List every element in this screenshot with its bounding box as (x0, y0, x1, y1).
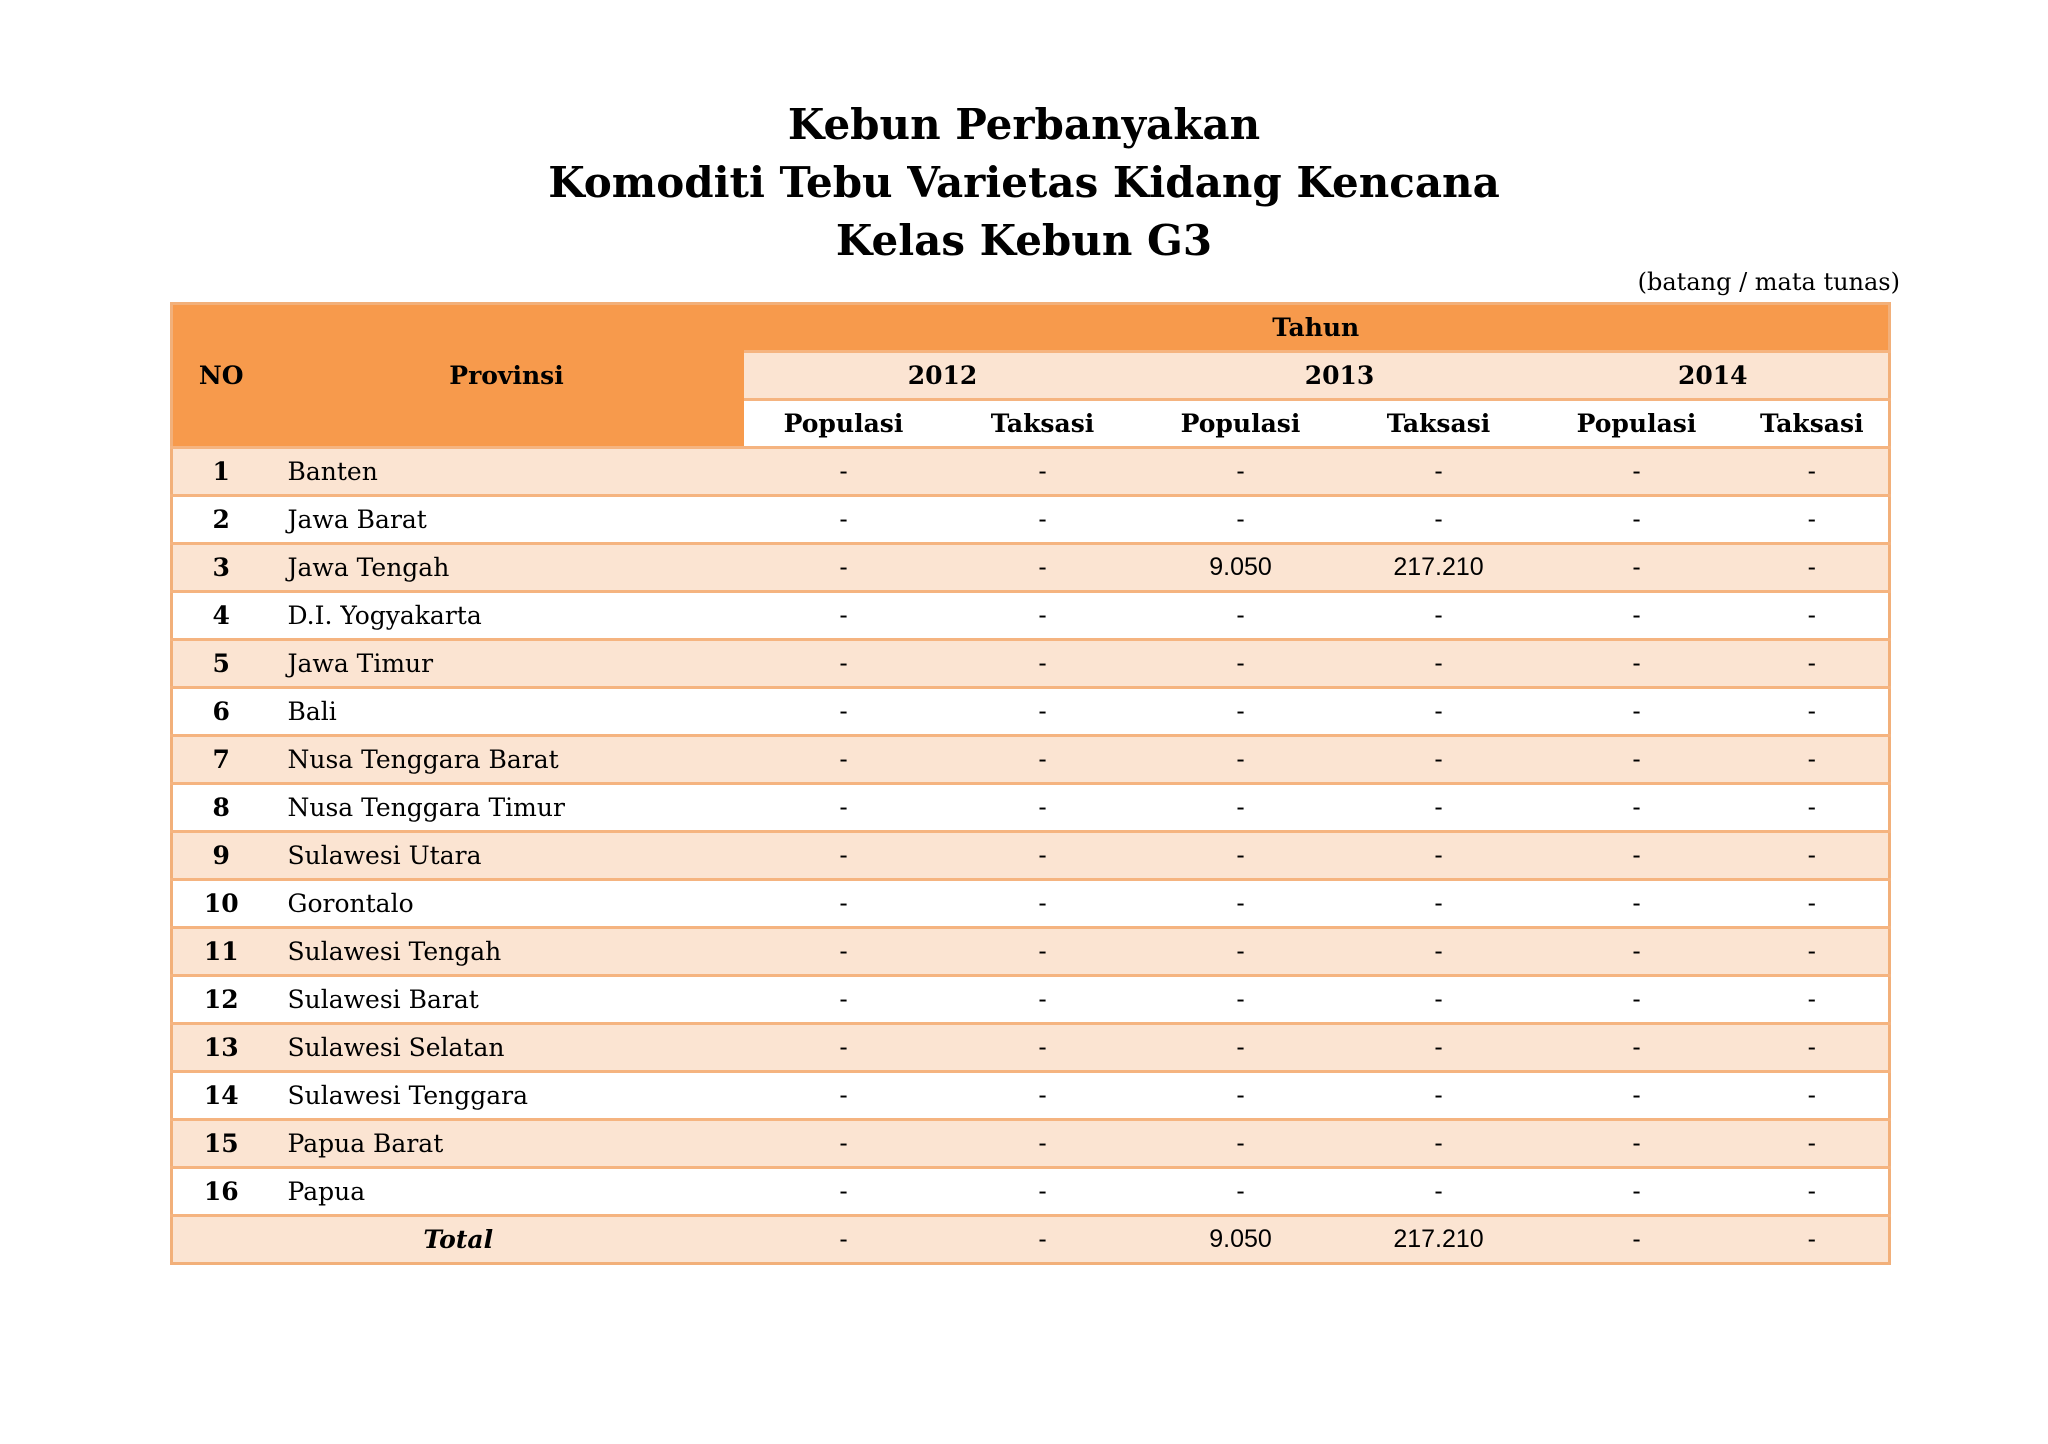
cell-provinsi: Nusa Tenggara Barat (270, 736, 744, 784)
cell-value: - (1142, 1024, 1340, 1072)
cell-value: - (1538, 544, 1736, 592)
cell-value: - (1340, 448, 1538, 496)
cell-value: - (944, 832, 1142, 880)
cell-value: - (1340, 1072, 1538, 1120)
cell-value: - (944, 448, 1142, 496)
table-row (172, 496, 1890, 544)
cell-value: - (1142, 832, 1340, 880)
cell-value: - (944, 1120, 1142, 1168)
col-header-tahun: Tahun (744, 304, 1890, 352)
cell-value: - (744, 1072, 944, 1120)
cell-value: - (1736, 976, 1890, 1024)
cell-value: - (1736, 592, 1890, 640)
cell-value: - (1142, 784, 1340, 832)
table-row (172, 976, 1890, 1024)
cell-no: 3 (172, 544, 270, 592)
sub-header-taksasi: Taksasi (944, 400, 1142, 448)
table-row (172, 592, 1890, 640)
cell-value: - (1340, 880, 1538, 928)
cell-value: - (1538, 832, 1736, 880)
cell-value: - (1340, 640, 1538, 688)
table-row (172, 736, 1890, 784)
table-row (172, 1072, 1890, 1120)
cell-value: - (744, 832, 944, 880)
cell-provinsi: Nusa Tenggara Timur (270, 784, 744, 832)
table-row (172, 1024, 1890, 1072)
table-row (172, 640, 1890, 688)
cell-provinsi: Bali (270, 688, 744, 736)
cell-value: - (1538, 1072, 1736, 1120)
total-value: - (944, 1216, 1142, 1264)
cell-value: - (1142, 1120, 1340, 1168)
cell-provinsi: Sulawesi Tengah (270, 928, 744, 976)
cell-value: - (1538, 928, 1736, 976)
cell-value: - (1142, 688, 1340, 736)
cell-value: - (944, 736, 1142, 784)
year-header-2014: 2014 (1538, 352, 1890, 400)
cell-value: - (1142, 448, 1340, 496)
cell-value: - (1538, 448, 1736, 496)
cell-value: - (1538, 736, 1736, 784)
title-line-3: Kelas Kebun G3 (835, 216, 1213, 265)
cell-value: - (944, 880, 1142, 928)
year-header-2012: 2012 (744, 352, 1142, 400)
total-label: Total (172, 1216, 744, 1264)
sub-header-populasi: Populasi (744, 400, 944, 448)
cell-value: - (1538, 640, 1736, 688)
cell-provinsi: Papua (270, 1168, 744, 1216)
cell-provinsi: D.I. Yogyakarta (270, 592, 744, 640)
cell-no: 11 (172, 928, 270, 976)
cell-value: - (944, 592, 1142, 640)
cell-value: - (744, 448, 944, 496)
cell-value: - (1538, 880, 1736, 928)
cell-value: - (1340, 1120, 1538, 1168)
cell-value: - (1736, 448, 1890, 496)
cell-value: - (744, 1120, 944, 1168)
cell-value: - (1340, 832, 1538, 880)
cell-value: - (1538, 496, 1736, 544)
unit-label: (batang / mata tunas) (1637, 268, 1900, 296)
cell-provinsi: Banten (270, 448, 744, 496)
cell-value: - (1736, 1120, 1890, 1168)
total-value: - (1736, 1216, 1890, 1264)
cell-value: - (1142, 592, 1340, 640)
cell-value: - (1142, 736, 1340, 784)
cell-value: - (744, 640, 944, 688)
cell-value: - (1142, 1168, 1340, 1216)
cell-value: - (1538, 1168, 1736, 1216)
cell-no: 1 (172, 448, 270, 496)
cell-value: - (1736, 640, 1890, 688)
title-line-2: Komoditi Tebu Varietas Kidang Kencana (548, 158, 1500, 207)
sub-header-taksasi: Taksasi (1340, 400, 1538, 448)
cell-value: - (1538, 1120, 1736, 1168)
cell-no: 14 (172, 1072, 270, 1120)
cell-value: - (1340, 976, 1538, 1024)
cell-value: - (744, 688, 944, 736)
cell-value: - (744, 1024, 944, 1072)
cell-value: - (1340, 592, 1538, 640)
cell-value: - (1340, 736, 1538, 784)
cell-value: - (1736, 688, 1890, 736)
cell-value: - (1736, 736, 1890, 784)
cell-value: - (944, 640, 1142, 688)
table-row (172, 832, 1890, 880)
cell-value: - (744, 592, 944, 640)
table-row (172, 544, 1890, 592)
cell-value: - (944, 1024, 1142, 1072)
table-row (172, 1120, 1890, 1168)
cell-value: - (1340, 1024, 1538, 1072)
cell-value: 9.050 (1142, 544, 1340, 592)
col-header-provinsi: Provinsi (270, 304, 744, 448)
cell-value: - (1736, 1168, 1890, 1216)
table-row (172, 448, 1890, 496)
cell-value: - (1538, 1024, 1736, 1072)
cell-value: - (1538, 976, 1736, 1024)
title-line-1: Kebun Perbanyakan (787, 100, 1261, 149)
cell-no: 9 (172, 832, 270, 880)
cell-no: 16 (172, 1168, 270, 1216)
cell-provinsi: Papua Barat (270, 1120, 744, 1168)
cell-value: 217.210 (1340, 544, 1538, 592)
cell-no: 2 (172, 496, 270, 544)
cell-value: - (1736, 1072, 1890, 1120)
cell-value: - (744, 880, 944, 928)
cell-value: - (1736, 832, 1890, 880)
cell-no: 6 (172, 688, 270, 736)
table-row (172, 880, 1890, 928)
cell-no: 13 (172, 1024, 270, 1072)
cell-provinsi: Jawa Barat (270, 496, 744, 544)
sub-header-taksasi: Taksasi (1736, 400, 1890, 448)
cell-no: 5 (172, 640, 270, 688)
total-value: 9.050 (1142, 1216, 1340, 1264)
cell-value: - (1340, 1168, 1538, 1216)
cell-value: - (1142, 880, 1340, 928)
cell-value: - (944, 496, 1142, 544)
cell-value: - (1142, 928, 1340, 976)
cell-no: 7 (172, 736, 270, 784)
year-header-2013: 2013 (1142, 352, 1538, 400)
cell-value: - (1340, 784, 1538, 832)
cell-provinsi: Gorontalo (270, 880, 744, 928)
cell-no: 12 (172, 976, 270, 1024)
cell-value: - (1736, 928, 1890, 976)
cell-no: 8 (172, 784, 270, 832)
cell-provinsi: Jawa Tengah (270, 544, 744, 592)
cell-value: - (1142, 1072, 1340, 1120)
total-row (172, 1216, 1890, 1264)
cell-value: - (944, 544, 1142, 592)
cell-provinsi: Sulawesi Selatan (270, 1024, 744, 1072)
data-table (170, 302, 1891, 1265)
cell-value: - (744, 544, 944, 592)
cell-value: - (1736, 1024, 1890, 1072)
cell-value: - (1142, 496, 1340, 544)
cell-value: - (1142, 640, 1340, 688)
table-row (172, 928, 1890, 976)
cell-value: - (944, 928, 1142, 976)
cell-value: - (1538, 592, 1736, 640)
cell-value: - (944, 976, 1142, 1024)
total-value: - (1538, 1216, 1736, 1264)
sub-header-populasi: Populasi (1538, 400, 1736, 448)
cell-value: - (744, 928, 944, 976)
table-row (172, 688, 1890, 736)
cell-value: - (944, 1072, 1142, 1120)
cell-no: 15 (172, 1120, 270, 1168)
table-row (172, 784, 1890, 832)
total-value: 217.210 (1340, 1216, 1538, 1264)
cell-value: - (1142, 976, 1340, 1024)
cell-value: - (1736, 880, 1890, 928)
cell-value: - (1736, 496, 1890, 544)
cell-no: 10 (172, 880, 270, 928)
cell-value: - (944, 1168, 1142, 1216)
cell-value: - (744, 784, 944, 832)
cell-value: - (1736, 784, 1890, 832)
cell-value: - (1340, 496, 1538, 544)
cell-value: - (944, 688, 1142, 736)
total-value: - (744, 1216, 944, 1264)
cell-value: - (1538, 784, 1736, 832)
cell-value: - (1340, 928, 1538, 976)
cell-provinsi: Jawa Timur (270, 640, 744, 688)
cell-value: - (744, 736, 944, 784)
cell-value: - (1538, 688, 1736, 736)
col-header-no: NO (172, 304, 270, 448)
cell-value: - (1340, 688, 1538, 736)
cell-provinsi: Sulawesi Barat (270, 976, 744, 1024)
cell-value: - (744, 1168, 944, 1216)
cell-provinsi: Sulawesi Tenggara (270, 1072, 744, 1120)
table-row (172, 1168, 1890, 1216)
cell-value: - (944, 784, 1142, 832)
cell-no: 4 (172, 592, 270, 640)
cell-provinsi: Sulawesi Utara (270, 832, 744, 880)
cell-value: - (744, 976, 944, 1024)
cell-value: - (1736, 544, 1890, 592)
cell-value: - (744, 496, 944, 544)
sub-header-populasi: Populasi (1142, 400, 1340, 448)
